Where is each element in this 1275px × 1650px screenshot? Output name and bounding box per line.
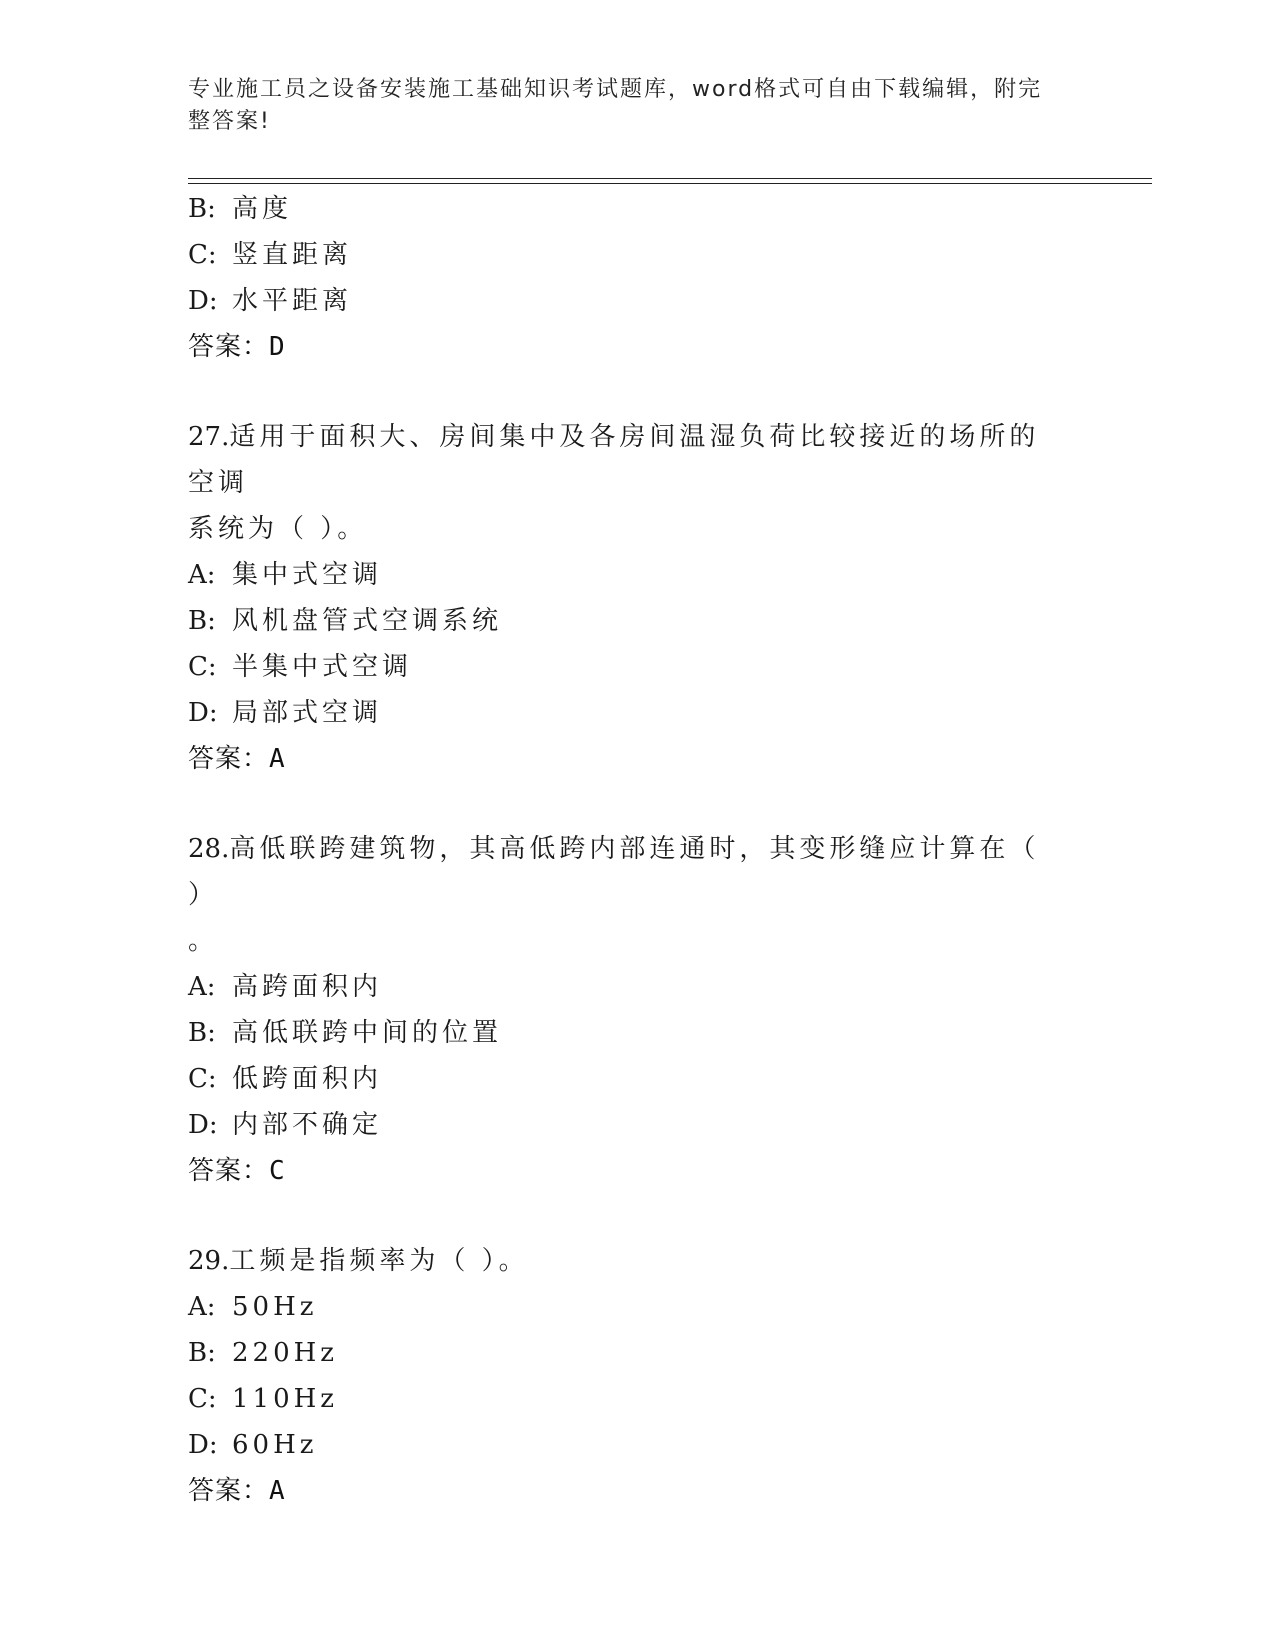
header-divider-top [188,178,1152,179]
option-b: B: 高低联跨中间的位置 [188,1018,503,1048]
option-d: D: 水平距离 [188,286,353,316]
spacer [188,370,1088,414]
question-text: 29.工频是指频率为（ ）。 [188,1246,529,1276]
question-text: 27.适用于面积大、房间集中及各房间温湿负荷比较接近的场所的空调 [188,422,1040,498]
option-a: A: 50Hz [188,1292,318,1322]
answer: 答案：D [188,332,286,362]
question-29 [188,1238,1088,1514]
spacer [188,782,1088,826]
option-c: C: 110Hz [188,1384,338,1414]
option-c: C: 低跨面积内 [188,1064,383,1094]
option-c: C: 竖直距离 [188,240,353,270]
question-26-tail [188,186,1088,370]
question-text: 28.高低联跨建筑物，其高低跨内部连通时，其变形缝应计算在（ ） [188,834,1052,910]
answer: 答案：C [188,1156,286,1186]
answer: 答案：A [188,1476,286,1506]
header-divider-bottom [188,183,1152,184]
header-title-line-2: 整答案! [188,109,271,134]
option-c: C: 半集中式空调 [188,652,413,682]
question-list [188,186,1088,1514]
option-a: A: 高跨面积内 [188,972,383,1002]
option-d: D: 内部不确定 [188,1110,383,1140]
question-27 [188,414,1088,782]
header-title-line-1: 专业施工员之设备安装施工基础知识考试题库，word格式可自由下载编辑，附完 [188,77,1043,102]
option-a: A: 集中式空调 [188,560,383,590]
option-d: D: 60Hz [188,1430,318,1460]
option-b: B: 220Hz [188,1338,338,1368]
document-header [188,74,1068,138]
answer: 答案：A [188,744,286,774]
spacer [188,1194,1088,1238]
option-d: D: 局部式空调 [188,698,383,728]
question-28 [188,826,1088,1194]
question-text-continued: 系统为（ ）。 [188,514,368,544]
option-b: B: 风机盘管式空调系统 [188,606,503,636]
option-b: B: 高度 [188,194,293,224]
question-text-continued: 。 [188,926,219,956]
